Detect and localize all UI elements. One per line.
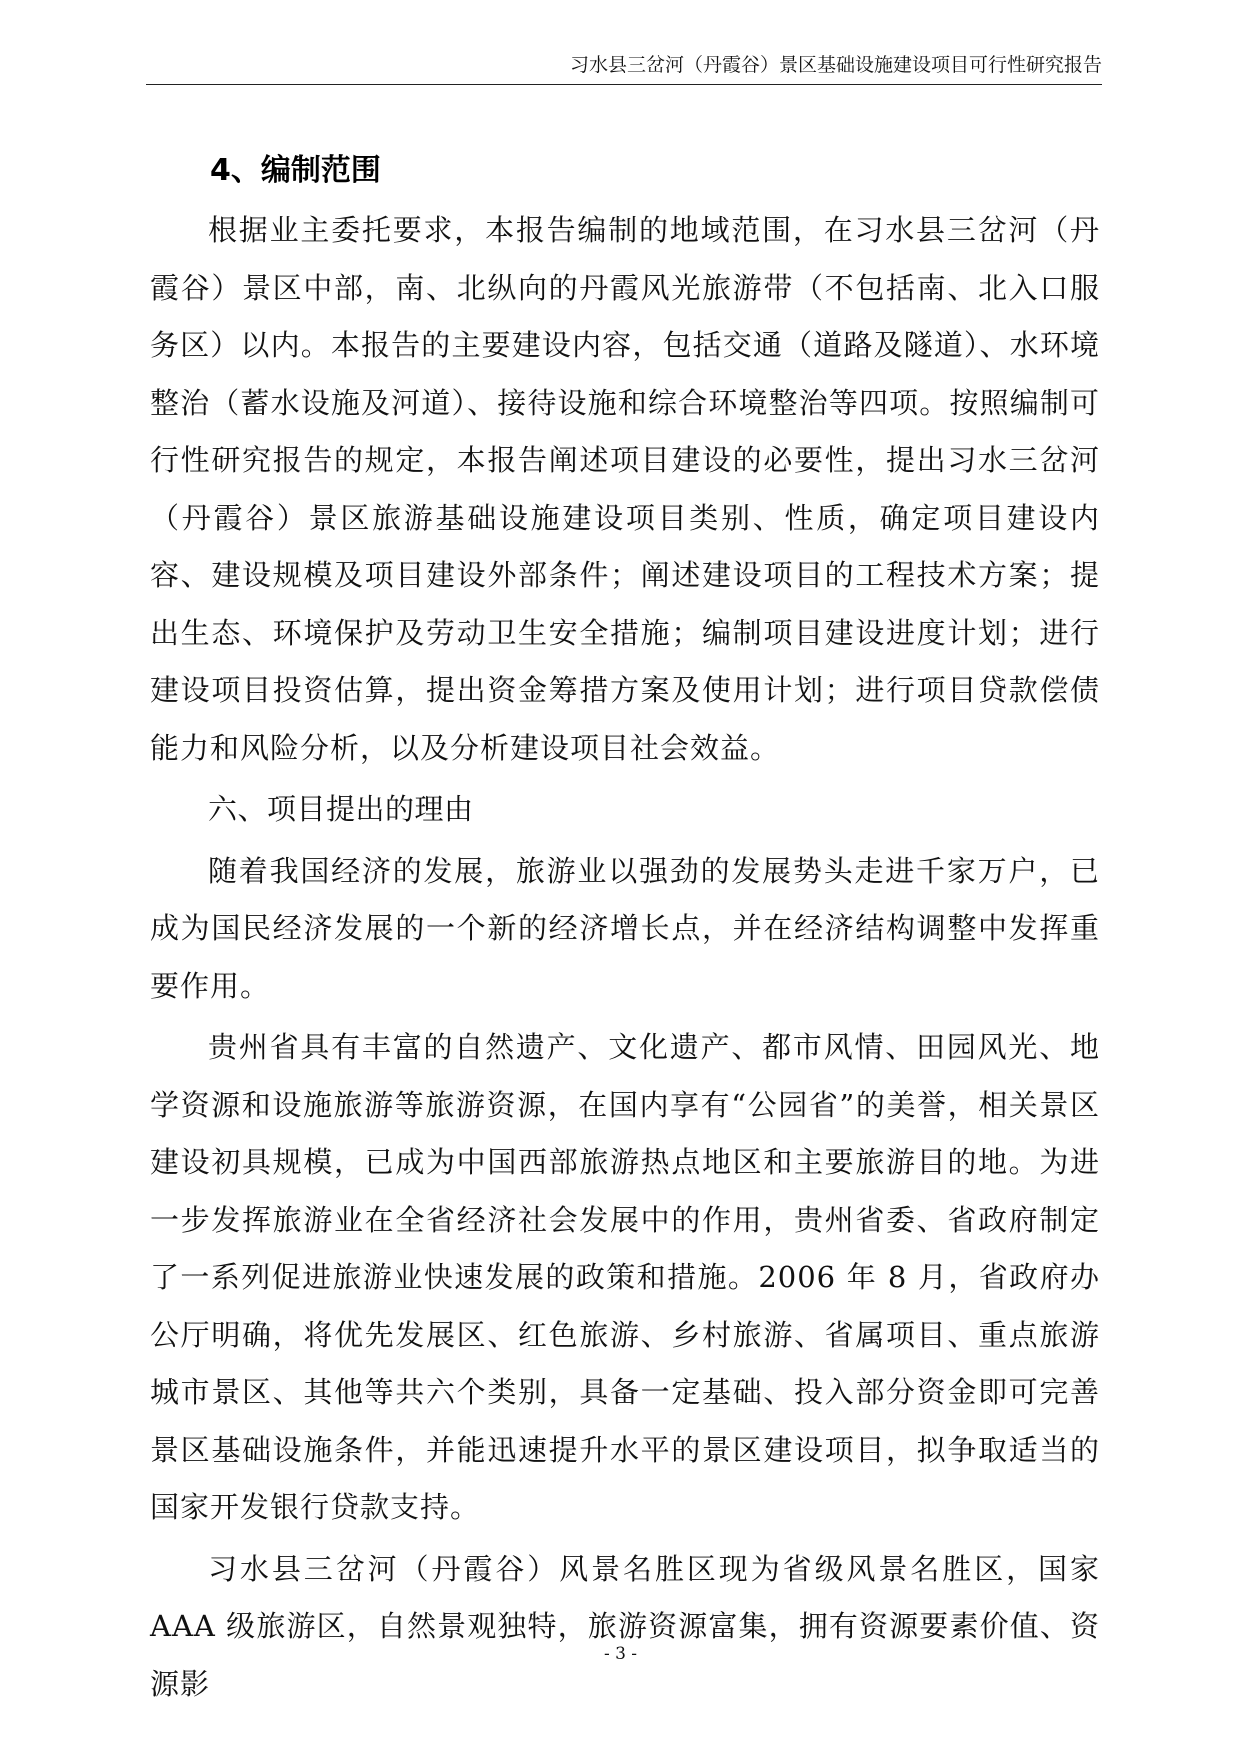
paragraph-economy: 随着我国经济的发展，旅游业以强劲的发展势头走进千家万户，已成为国民经济发展的一个新的经济增长点，并在经济结构调整中发挥重要作用。 <box>150 853 1100 1003</box>
page-body <box>150 146 1100 1713</box>
page-number: - 3 - <box>603 1644 638 1664</box>
section-heading: 4、编制范围 <box>210 153 381 188</box>
paragraph-scope: 根据业主委托要求，本报告编制的地域范围，在习水县三岔河（丹霞谷）景区中部，南、北纵向的丹霞风光旅游带（不包括南、北入口服务区）以内。本报告的主要建设内容，包括交通（道路及隧道）、水环境整治（蓄水设施及河道）、接待设施和综合环境整治等四项。按照编制可行性研究报告的规定，本报告阐述项目建设的必要性，提出习水三岔河（丹霞谷）景区旅游基础设施建设项目类别、性质，确定项目建设内容、建设规模及项目建设外部条件；阐述建设项目的工程技术方案；提出生态、环境保护及劳动卫生安全措施；编制项目建设进度计划；进行建设项目投资估算，提出资金筹措方案及使用计划；进行项目贷款偿债能力和风险分析，以及分析建设项目社会效益。 <box>150 213 1100 765</box>
header-title: 习水县三岔河（丹霞谷）景区基础设施建设项目可行性研究报告 <box>569 54 1102 76</box>
paragraph-guizhou: 贵州省具有丰富的自然遗产、文化遗产、都市风情、田园风光、地学资源和设施旅游等旅游资源，在国内享有“公园省”的美誉，相关景区建设初具规模，已成为中国西部旅游热点地区和主要旅游目的地。为进一步发挥旅游业在全省经济社会发展中的作用，贵州省委、省政府制定了一系列促进旅游业快速发展的政策和措施。2006 年 8 月，省政府办公厅明确，将优先发展区、红色旅游、乡村旅游、省属项目、重点旅游城市景区、其他等共六个类别，具备一定基础、投入部分资金即可完善景区基础设施条件，并能迅速提升水平的景区建设项目，拟争取适当的国家开发银行贷款支持。 <box>150 1030 1100 1524</box>
running-header <box>146 46 1102 85</box>
section-title-reasons: 六、项目提出的理由 <box>208 792 474 826</box>
paragraph-scenic-area: 习水县三岔河（丹霞谷）风景名胜区现为省级风景名胜区，国家 AAA 级旅游区，自然景观独特，旅游资源富集，拥有资源要素价值、资源影 <box>150 1551 1100 1701</box>
